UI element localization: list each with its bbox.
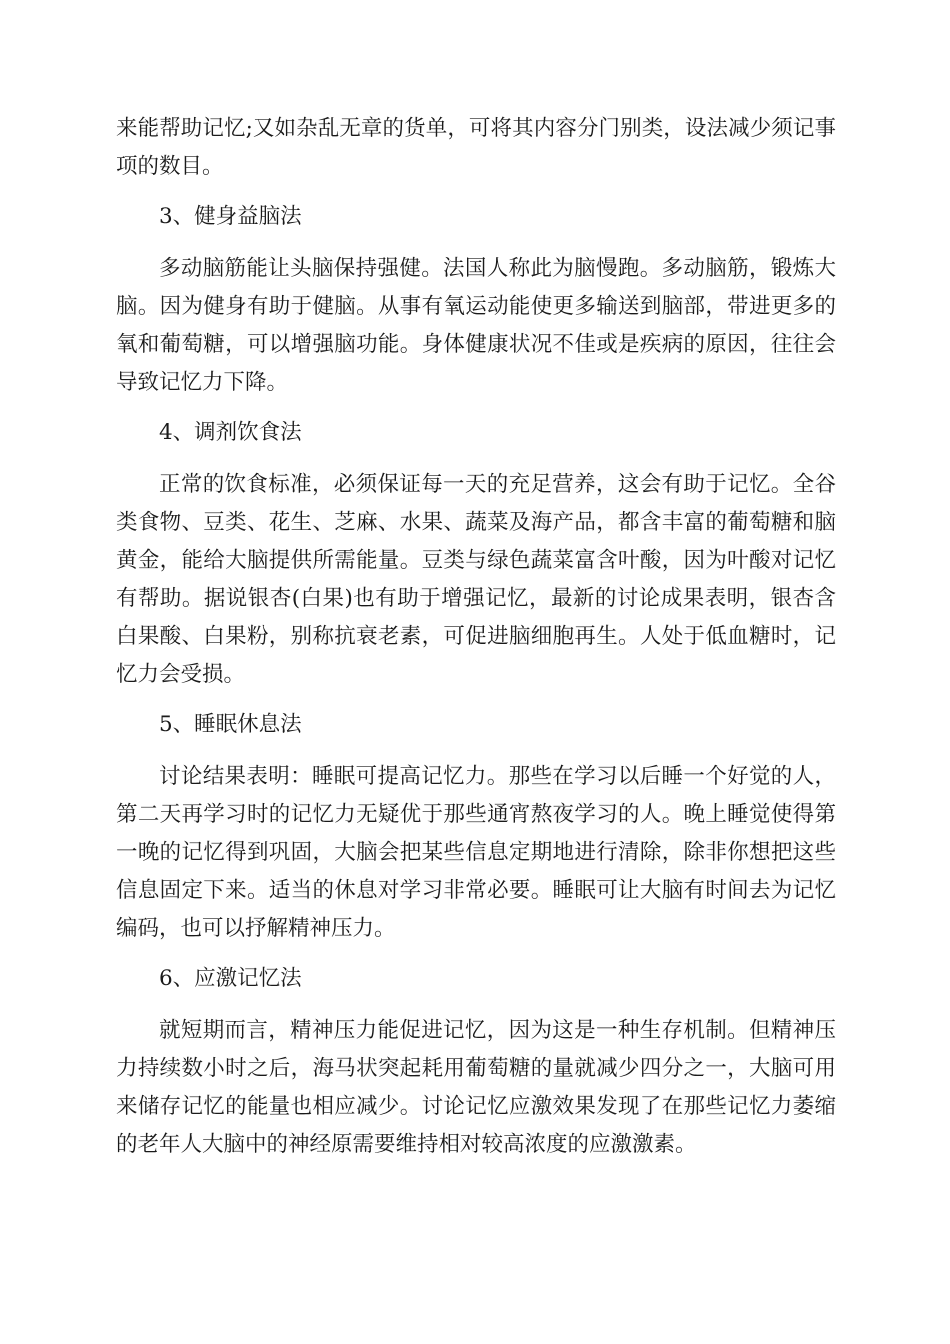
section-body-fitness: 多动脑筋能让头脑保持强健。法国人称此为脑慢跑。多动脑筋，锻炼大脑。因为健身有助于健脑。从事有氧运动能使更多输送到脑部，带进更多的氧和葡萄糖，可以增强脑功能。身体健康状况不佳或是疾病的原因，往往会导致记忆力下降。 xyxy=(116,256,836,395)
section-heading-diet: 4、调剂饮食法 xyxy=(159,420,302,445)
section-body-stress: 就短期而言，精神压力能促进记忆，因为这是一种生存机制。但精神压力持续数小时之后，海马状突起耗用葡萄糖的量就减少四分之一，大脑可用来储存记忆的能量也相应减少。讨论记忆应激效果发现了在那些记忆力萎缩的老年人大脑中的神经原需要维持相对较高浓度的应激激素。 xyxy=(116,1018,836,1157)
section-body-sleep: 讨论结果表明：睡眠可提高记忆力。那些在学习以后睡一个好觉的人，第二天再学习时的记忆力无疑优于那些通宵熬夜学习的人。晚上睡觉使得第一晚的记忆得到巩固，大脑会把某些信息定期地进行清除，除非你想把这些信息固定下来。适当的休息对学习非常必要。睡眠可让大脑有时间去为记忆编码，也可以抒解精神压力。 xyxy=(116,764,836,941)
section-heading-sleep: 5、睡眠休息法 xyxy=(159,712,302,737)
section-heading-fitness: 3、健身益脑法 xyxy=(159,204,302,229)
section-heading-stress: 6、应激记忆法 xyxy=(159,966,302,991)
document-page xyxy=(116,110,836,1164)
section-body-diet: 正常的饮食标准，必须保证每一天的充足营养，这会有助于记忆。全谷类食物、豆类、花生、芝麻、水果、蔬菜及海产品，都含丰富的葡萄糖和脑黄金，能给大脑提供所需能量。豆类与绿色蔬菜富含叶酸，因为叶酸对记忆有帮助。据说银杏(白果)也有助于增强记忆，最新的讨论成果表明，银杏含白果酸、白果粉，别称抗衰老素，可促进脑细胞再生。人处于低血糖时，记忆力会受损。 xyxy=(116,472,836,687)
intro-continuation-paragraph: 来能帮助记忆;又如杂乱无章的货单，可将其内容分门别类，设法减少须记事项的数目。 xyxy=(116,116,836,179)
